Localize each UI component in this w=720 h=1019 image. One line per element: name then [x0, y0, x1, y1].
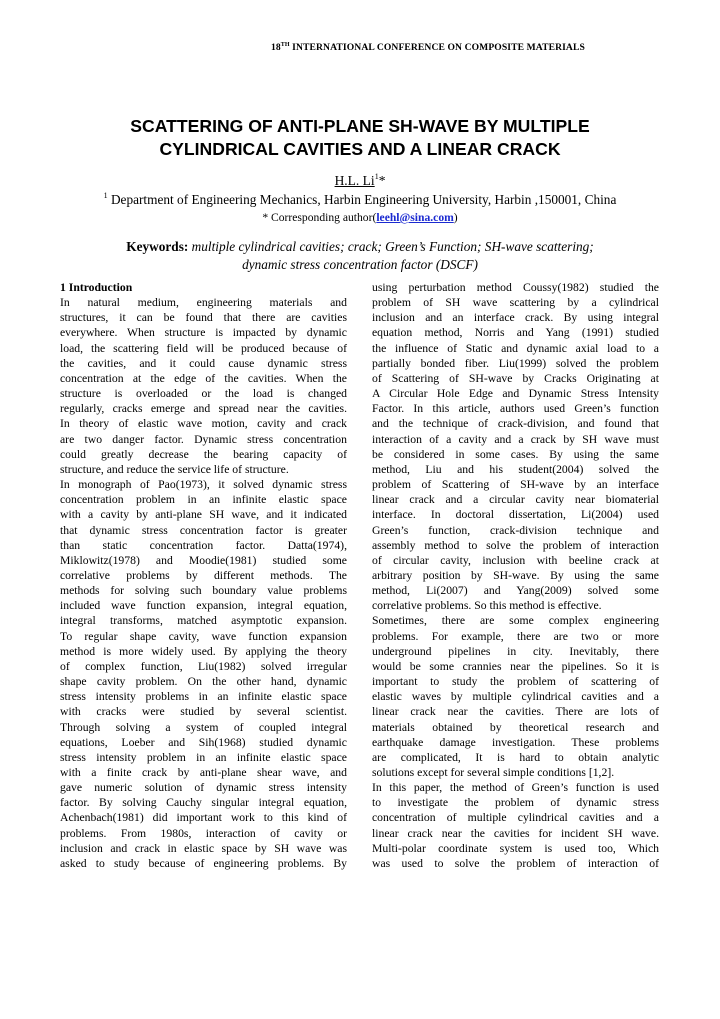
- text-line: problem of SH wave scattering by a cylindrical: [372, 296, 659, 310]
- affiliation-mark: 1: [103, 191, 108, 200]
- text-line: method, Liu and his student(2004) solved the: [372, 462, 659, 476]
- text-line: solutions except for several simple conditions [1,2].: [372, 766, 615, 779]
- text-line: are complicated, It is hard to obtain analytic: [372, 750, 659, 764]
- text-line: problem of Scattering of SH-wave by an interface: [372, 478, 659, 492]
- text-line: linear crack near the cavities. There are lots of: [372, 705, 659, 719]
- conference-ordinal: 18: [271, 42, 281, 53]
- text-line: correlative problems. So this method is effective.: [372, 599, 602, 613]
- text-line: methods for solving such boundary value problems: [60, 584, 347, 598]
- text-line: of Scattering of SH-wave by Cracks Originating at: [372, 371, 659, 385]
- text-line: of complex function, Liu(1982) solved irregular: [60, 659, 347, 673]
- keywords-line-2: dynamic stress concentration factor (DSCF): [242, 257, 478, 272]
- text-line: earthquake damage investigation. These problems: [372, 735, 659, 749]
- text-line: could greatly decrease the bearing capacity of: [60, 447, 347, 461]
- text-line: problems. For example, there are two or more: [372, 629, 659, 643]
- author-line: [0, 172, 720, 189]
- text-line: inclusion and an interface crack. By using integral: [372, 311, 659, 325]
- paper-title: [60, 115, 660, 161]
- text-line: structure, and reduce the service life of structure.: [60, 462, 289, 476]
- right-paragraph-2: [372, 613, 659, 780]
- text-line: Green’s function, crack-division technique and: [372, 523, 659, 537]
- text-line: equations, Loeber and Sih(1968) studied dynamic: [60, 735, 347, 749]
- text-line: structures, it can be found that there are cavities: [60, 311, 347, 325]
- text-line: factor. By solving Cauchy singular integral equation,: [60, 796, 347, 810]
- text-line: with cracks were studied by several scientist.: [60, 705, 347, 719]
- text-line: correlative problems by different methods. The: [60, 568, 347, 582]
- text-line: method, Li(2007) and Yang(2009) solved some: [372, 584, 659, 598]
- text-line: included wave function expansion, integral equation,: [60, 599, 347, 613]
- text-line: gave numeric solution of dynamic stress intensity: [60, 781, 347, 795]
- text-line: and the technique of crack-division, and found that: [372, 417, 659, 431]
- text-line: important to study the problem of scattering of: [372, 675, 659, 689]
- text-line: interface. In doctoral dissertation, Li(2004) used: [372, 508, 659, 522]
- keywords-line-1: multiple cylindrical cavities; crack; Green’s Function; SH-wave scattering;: [191, 239, 594, 254]
- text-line: than static concentration factor. Datta(1974),: [60, 538, 347, 552]
- text-line: load, the scattering field will be produced because of: [60, 341, 347, 355]
- text-line: was used to solve the problem of interaction of: [372, 856, 659, 870]
- text-line: To regular shape cavity, wave function expansion: [60, 629, 347, 643]
- text-line: arbitrary position by SH-wave. By using the same: [372, 568, 659, 582]
- text-line: problems. From 1980s, interaction of cavity or: [60, 826, 347, 840]
- text-line: Sometimes, there are some complex engineering: [372, 614, 659, 628]
- running-header: [271, 42, 671, 53]
- right-paragraph-1: [372, 280, 659, 613]
- text-line: elastic waves by multiple cylindrical cavities and a: [372, 690, 659, 704]
- author-email-link[interactable]: leehl@sina.com: [376, 211, 454, 224]
- text-line: underground pipelines in city. Inevitably, there: [372, 644, 659, 658]
- conference-ordinal-suffix: TH: [280, 42, 290, 48]
- text-line: Achenbach(1981) did important work to this kind of: [60, 811, 347, 825]
- text-line: structure is overloaded or the load is changed: [60, 387, 347, 401]
- text-line: to investigate the problem of dynamic stress: [372, 796, 659, 810]
- corresponding-prefix: * Corresponding author(: [262, 211, 377, 224]
- corresponding-suffix: ): [453, 211, 458, 224]
- text-line: assembly method to solve the problem of interaction: [372, 538, 659, 552]
- right-paragraph-3: [372, 780, 659, 871]
- text-line: the influence of Static and dynamic axial load to a: [372, 341, 659, 355]
- text-line: In natural medium, engineering materials and: [60, 296, 347, 310]
- text-line: using perturbation method Coussy(1982) studied the: [372, 281, 659, 294]
- keywords-label: Keywords:: [126, 239, 189, 254]
- text-line: interaction of a cavity and a crack by SH wave must: [372, 432, 659, 446]
- text-line: method is more widely used. By applying the theory: [60, 644, 347, 658]
- text-line: that dynamic stress concentration factor is greater: [60, 523, 347, 537]
- text-line: of circular cavity, inclusion with beeline crack at: [372, 553, 659, 567]
- text-line: with a cavity by anti-plane SH wave, and it indicated: [60, 508, 347, 522]
- text-line: shape cavity problem. On the other hand, dynamic: [60, 675, 347, 689]
- text-line: materials obtained by theoretical research and: [372, 720, 659, 734]
- text-line: In theory of elastic wave motion, cavity and crack: [60, 417, 347, 431]
- text-line: the cavities, and it could cause dynamic stress: [60, 356, 347, 370]
- affiliation-text: Department of Engineering Mechanics, Harbin Engineering University, Harbin ,150001, China: [110, 192, 617, 207]
- text-line: Factor. In this article, authors used Green’s function: [372, 402, 659, 416]
- author-affiliation-mark: 1: [374, 172, 379, 181]
- text-line: linear crack near the cavities for incident SH wave.: [372, 826, 659, 840]
- text-line: linear crack and a circular cavity near biomaterial: [372, 493, 659, 507]
- left-paragraph-1: [60, 295, 347, 477]
- text-line: inclusion and crack in elastic space by SH wave was: [60, 841, 347, 855]
- text-line: equation method, Norris and Yang (1991) studied: [372, 326, 659, 340]
- text-line: integral transforms, matched asymptotic expansion.: [60, 614, 347, 628]
- left-paragraph-2: [60, 477, 347, 871]
- section-heading: 1 Introduction: [60, 281, 133, 294]
- corresponding-author: [0, 211, 720, 224]
- conference-name: INTERNATIONAL CONFERENCE ON COMPOSITE MATERIALS: [292, 42, 585, 53]
- text-line: Through solving a system of coupled integral: [60, 720, 347, 734]
- author-name: H.L. Li: [334, 173, 375, 188]
- text-line: partially bonded fiber. Liu(1999) solved the problem: [372, 356, 659, 370]
- text-line: be considered in some cases. By using the same: [372, 447, 659, 461]
- text-line: are two danger factor. Dynamic stress concentration: [60, 432, 347, 446]
- text-line: would be some crannies near the pipelines. So it is: [372, 659, 659, 673]
- text-line: stress intensity problems in an infinite elastic space: [60, 690, 347, 704]
- corresponding-mark: *: [378, 173, 386, 188]
- keywords: [100, 238, 620, 274]
- text-line: concentration of multiple cylindrical cavities and a: [372, 811, 659, 825]
- title-line-2: CYLINDRICAL CAVITIES AND A LINEAR CRACK: [159, 139, 561, 159]
- left-column: [60, 280, 347, 871]
- text-line: with a finite crack by anti-plane shear wave, and: [60, 766, 347, 779]
- text-line: A Circular Hole Edge and Dynamic Stress Intensity: [372, 387, 659, 401]
- affiliation: [0, 191, 720, 208]
- title-line-1: SCATTERING OF ANTI-PLANE SH-WAVE BY MULTIPLE: [130, 116, 590, 136]
- right-column: [372, 280, 659, 871]
- text-line: concentration problem in an infinite elastic space: [60, 493, 347, 507]
- text-line: asked to study because of engineering problems. By: [60, 856, 347, 870]
- text-line: Multi-polar coordinate system is used too, Which: [372, 841, 659, 855]
- text-line: In this paper, the method of Green’s function is used: [372, 781, 659, 795]
- text-line: everywhere. When structure is impacted by dynamic: [60, 326, 347, 340]
- text-line: regularly, cracks emerge and spread near the cavities.: [60, 402, 347, 416]
- text-line: Miklowitz(1978) and Moodie(1981) studied some: [60, 553, 347, 567]
- text-line: In monograph of Pao(1973), it solved dynamic stress: [60, 478, 347, 492]
- text-line: stress intensity problem in an infinite elastic space: [60, 750, 347, 764]
- text-line: concentration at the edge of the cavities. When the: [60, 371, 347, 385]
